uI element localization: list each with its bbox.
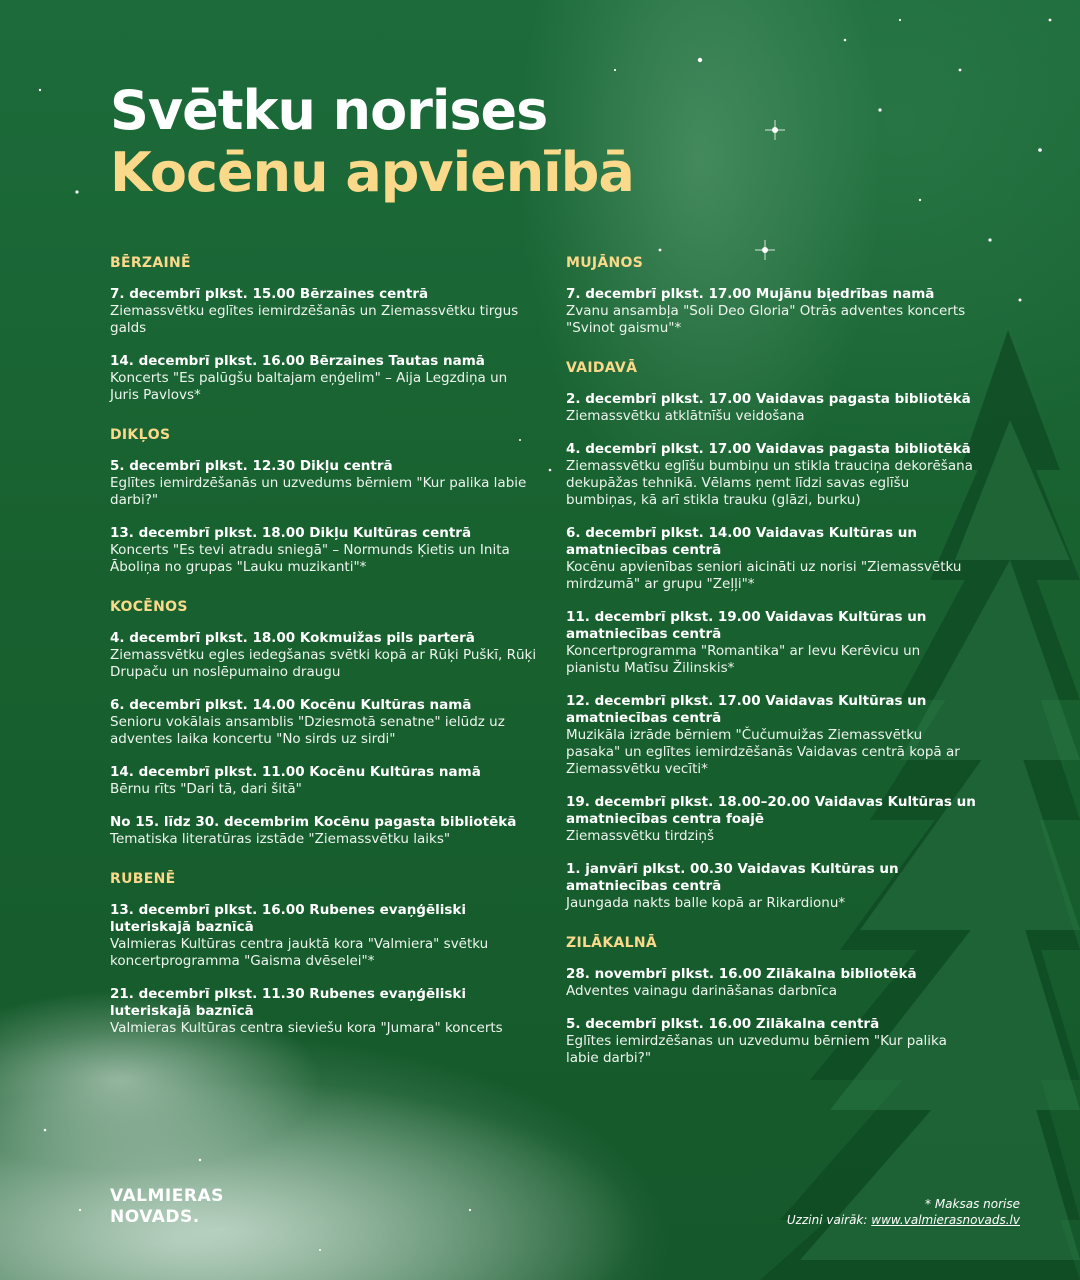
event-title: 13. decembrī plkst. 16.00 Rubenes evaņģēliski luteriskajā baznīcā [110, 902, 467, 935]
event-title: 2. decembrī plkst. 17.00 Vaidavas pagasta bibliotēkā [566, 391, 971, 407]
section-title: ZILĀKALNĀ [566, 935, 657, 951]
event-item [110, 697, 540, 748]
event-description: Jaungada nakts balle kopā ar Rikardionu* [566, 895, 846, 911]
event-description: Koncerts "Es tevi atradu sniegā" – Normunds Ķietis un Inita Āboliņa no grupas "Lauku muzikanti"* [110, 542, 510, 575]
event-item [110, 525, 540, 576]
event-item [110, 353, 540, 404]
event-description: Senioru vokālais ansamblis "Dziesmotā senatne" ielūdz uz adventes laika koncertu "No sirds uz sirdi" [110, 714, 505, 747]
event-item [110, 814, 540, 848]
event-item [566, 609, 976, 677]
event-item [110, 986, 540, 1037]
event-title: 4. decembrī plkst. 18.00 Kokmuižas pils parterā [110, 630, 475, 646]
event-title: 5. decembrī plkst. 12.30 Dikļu centrā [110, 458, 393, 474]
event-item [566, 286, 976, 337]
section-rubene [110, 870, 540, 1037]
section-zilakalna [566, 934, 976, 1067]
event-title: 11. decembrī plkst. 19.00 Vaidavas Kultūras un amatniecības centrā [566, 609, 927, 642]
event-title: 1. janvārī plkst. 00.30 Vaidavas Kultūras un amatniecības centrā [566, 861, 899, 894]
event-item [566, 966, 976, 1000]
section-diklos [110, 426, 540, 576]
event-description: Eglītes iemirdzēšanās un uzvedums bērniem "Kur palika labie darbi?" [110, 475, 527, 508]
logo-line-1: VALMIERAS [110, 1186, 224, 1206]
event-item [110, 764, 540, 798]
event-title: 6. decembrī plkst. 14.00 Vaidavas Kultūras un amatniecības centrā [566, 525, 918, 558]
event-title: No 15. līdz 30. decembrim Kocēnu pagasta bibliotēkā [110, 814, 517, 830]
event-description: Koncerts "Es palūgšu baltajam eņģelim" – Aija Legzdiņa un Juris Pavlovs* [110, 370, 508, 403]
title-line-1: Svētku norises [110, 79, 548, 142]
section-title: MUJĀNOS [566, 255, 644, 271]
event-description: Zvanu ansambļa "Soli Deo Gloria" Otrās adventes koncerts "Svinot gaismu"* [566, 303, 966, 336]
section-kocenos [110, 598, 540, 848]
event-item [566, 525, 976, 593]
title-line-2: Kocēnu apvienībā [110, 141, 634, 204]
event-item [566, 1016, 976, 1067]
valmieras-novads-logo [110, 1186, 224, 1228]
event-description: Ziemassvētku eglītes iemirdzēšanās un Ziemassvētku tirgus galds [110, 303, 519, 336]
event-description: Ziemassvētku egles iedegšanas svētki kopā ar Rūķi Puškī, Rūķi Drupaču un noslēpumaino draugu [110, 647, 537, 680]
event-title: 21. decembrī plkst. 11.30 Rubenes evaņģēliski luteriskajā baznīcā [110, 986, 467, 1019]
event-title: 4. decembrī plkst. 17.00 Vaidavas pagasta bibliotēkā [566, 441, 971, 457]
website-link[interactable]: www.valmierasnovads.lv [871, 1213, 1020, 1227]
more-info-label: Uzzini vairāk: [786, 1213, 872, 1227]
right-column [566, 254, 976, 1089]
event-description: Kocēnu apvienības seniori aicināti uz norisi "Ziemassvētku mirdzumā" ar grupu "Zeļļi"* [566, 559, 962, 592]
section-title: VAIDAVĀ [566, 360, 638, 376]
event-item [110, 630, 540, 681]
event-item [110, 902, 540, 970]
event-title: 19. decembrī plkst. 18.00–20.00 Vaidavas Kultūras un amatniecības centra foajē [566, 794, 976, 827]
event-description: Tematiska literatūras izstāde "Ziemassvētku laiks" [110, 831, 451, 847]
event-item [566, 693, 976, 778]
event-item [110, 458, 540, 509]
event-description: Adventes vainagu darināšanas darbnīca [566, 983, 837, 999]
event-title: 28. novembrī plkst. 16.00 Zilākalna bibliotēkā [566, 966, 917, 982]
page-title [110, 80, 634, 204]
event-item [110, 286, 540, 337]
event-title: 14. decembrī plkst. 16.00 Bērzaines Tautas namā [110, 353, 485, 369]
paid-event-note: * Maksas norise [925, 1197, 1020, 1211]
section-title: BĒRZAINĒ [110, 255, 191, 271]
event-title: 14. decembrī plkst. 11.00 Kocēnu Kultūras namā [110, 764, 481, 780]
footer-note [787, 1196, 1020, 1228]
event-description: Ziemassvētku atklātnīšu veidošana [566, 408, 805, 424]
more-info-line [787, 1212, 1020, 1228]
event-description: Ziemassvētku eglīšu bumbiņu un stikla trauciņa dekorēšana dekupāžas tehnikā. Vēlams ņemt līdzi savas eglīšu bumbiņas, kā arī stikla trauku (glāzi, burku) [566, 458, 973, 508]
section-vaidava [566, 359, 976, 912]
event-title: 5. decembrī plkst. 16.00 Zilākalna centrā [566, 1016, 880, 1032]
left-column [110, 254, 540, 1059]
event-description: Muzikāla izrāde bērniem "Čučumuižas Ziemassvētku pasaka" un eglītes iemirdzēšanās Vaidavas centrā kopā ar Ziemassvētku vecīti* [566, 727, 960, 777]
section-title: DIKĻOS [110, 427, 171, 443]
section-berzaine [110, 254, 540, 404]
event-title: 12. decembrī plkst. 17.00 Vaidavas Kultūras un amatniecības centrā [566, 693, 927, 726]
event-description: Eglītes iemirdzēšanas un uzvedumu bērniem "Kur palika labie darbi?" [566, 1033, 947, 1066]
section-mujanos [566, 254, 976, 337]
section-title: RUBENĒ [110, 871, 176, 887]
event-description: Valmieras Kultūras centra sieviešu kora "Jumara" koncerts [110, 1020, 503, 1036]
event-description: Bērnu rīts "Dari tā, dari šitā" [110, 781, 302, 797]
event-item [566, 391, 976, 425]
event-description: Koncertprogramma "Romantika" ar Ievu Kerēvicu un pianistu Matīsu Žilinskis* [566, 643, 921, 676]
event-title: 6. decembrī plkst. 14.00 Kocēnu Kultūras namā [110, 697, 472, 713]
logo-line-2: NOVADS. [110, 1207, 200, 1227]
event-title: 7. decembrī plkst. 15.00 Bērzaines centrā [110, 286, 429, 302]
event-description: Ziemassvētku tirdziņš [566, 828, 714, 844]
event-item [566, 861, 976, 912]
event-title: 7. decembrī plkst. 17.00 Mujānu biedrības namā [566, 286, 935, 302]
section-title: KOCĒNOS [110, 599, 188, 615]
event-item [566, 441, 976, 509]
event-item [566, 794, 976, 845]
event-title: 13. decembrī plkst. 18.00 Dikļu Kultūras centrā [110, 525, 472, 541]
event-description: Valmieras Kultūras centra jauktā kora "Valmiera" svētku koncertprogramma "Gaisma dvēselei"* [110, 936, 489, 969]
